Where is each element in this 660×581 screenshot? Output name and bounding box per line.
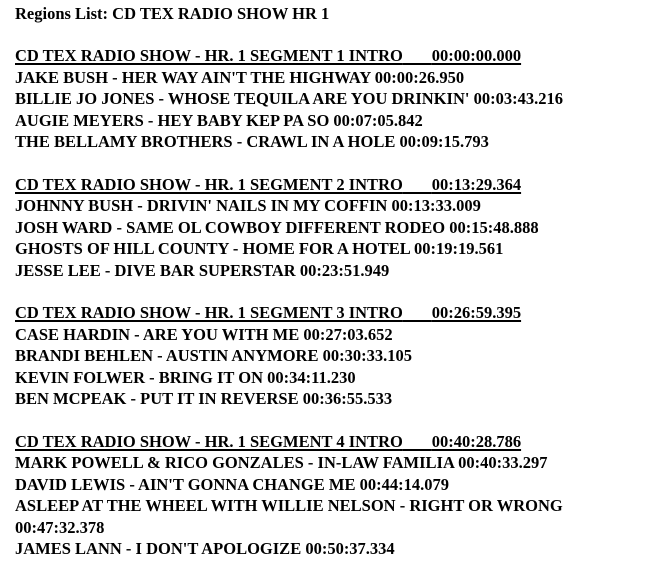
track-entry: DAVID LEWIS - AIN'T GONNA CHANGE ME 00:44:14.079 xyxy=(15,474,449,494)
regions-list-document xyxy=(15,4,656,581)
track-entry: MARK POWELL & RICO GONZALES - IN-LAW FAMILIA 00:40:33.297 xyxy=(15,453,548,472)
segment-3 xyxy=(15,302,656,410)
segment-header xyxy=(15,431,656,453)
segment-header-time: 00:13:29.364 xyxy=(431,174,522,194)
track-entry: THE BELLAMY BROTHERS - CRAWL IN A HOLE 00:09:15.793 xyxy=(15,132,489,151)
track-entry: BEN MCPEAK - PUT IT IN REVERSE 00:36:55.533 xyxy=(15,389,393,408)
track-entry: ASLEEP AT THE WHEEL WITH WILLIE NELSON - RIGHT OR WRONG 00:47:32.378 xyxy=(15,496,563,537)
track-entry: JOSH WARD - SAME OL COWBOY DIFFERENT RODEO 00:15:48.888 xyxy=(15,217,539,237)
segment-header-label: CD TEX RADIO SHOW - HR. 1 SEGMENT 2 INTRO xyxy=(15,174,403,194)
segment-header-time: 00:26:59.395 xyxy=(431,303,522,322)
segment-4 xyxy=(15,431,656,560)
track-entry: AUGIE MEYERS - HEY BABY KEP PA SO 00:07:05.842 xyxy=(15,110,423,130)
track-entry: BILLIE JO JONES - WHOSE TEQUILA ARE YOU DRINKIN' 00:03:43.216 xyxy=(15,89,563,108)
segment-header-label: CD TEX RADIO SHOW - HR. 1 SEGMENT 3 INTRO xyxy=(15,303,403,322)
segment-header-label: CD TEX RADIO SHOW - HR. 1 SEGMENT 1 INTRO xyxy=(15,46,403,65)
track-entry: JOHNNY BUSH - DRIVIN' NAILS IN MY COFFIN 00:13:33.009 xyxy=(15,196,481,215)
track-entry: JESSE LEE - DIVE BAR SUPERSTAR 00:23:51.949 xyxy=(15,260,390,280)
track-entry: KEVIN FOLWER - BRING IT ON 00:34:11.230 xyxy=(15,367,356,387)
track-entry: CASE HARDIN - ARE YOU WITH ME 00:27:03.652 xyxy=(15,324,393,344)
segment-header xyxy=(15,45,656,67)
segment-header xyxy=(15,302,656,324)
document-title: Regions List: CD TEX RADIO SHOW HR 1 xyxy=(15,4,330,23)
track-entry: JAMES LANN - I DON'T APOLOGIZE 00:50:37.334 xyxy=(15,539,395,558)
segment-1 xyxy=(15,45,656,153)
segment-header-label: CD TEX RADIO SHOW - HR. 1 SEGMENT 4 INTRO xyxy=(15,431,403,451)
segment-header-time: 00:40:28.786 xyxy=(431,431,522,451)
track-entry: BRANDI BEHLEN - AUSTIN ANYMORE 00:30:33.105 xyxy=(15,346,412,365)
segment-2 xyxy=(15,174,656,282)
segment-header-time: 00:00:00.000 xyxy=(431,46,522,65)
track-entry: GHOSTS OF HILL COUNTY - HOME FOR A HOTEL 00:19:19.561 xyxy=(15,239,504,258)
segment-header xyxy=(15,174,656,196)
track-entry: JAKE BUSH - HER WAY AIN'T THE HIGHWAY 00:00:26.950 xyxy=(15,67,465,87)
